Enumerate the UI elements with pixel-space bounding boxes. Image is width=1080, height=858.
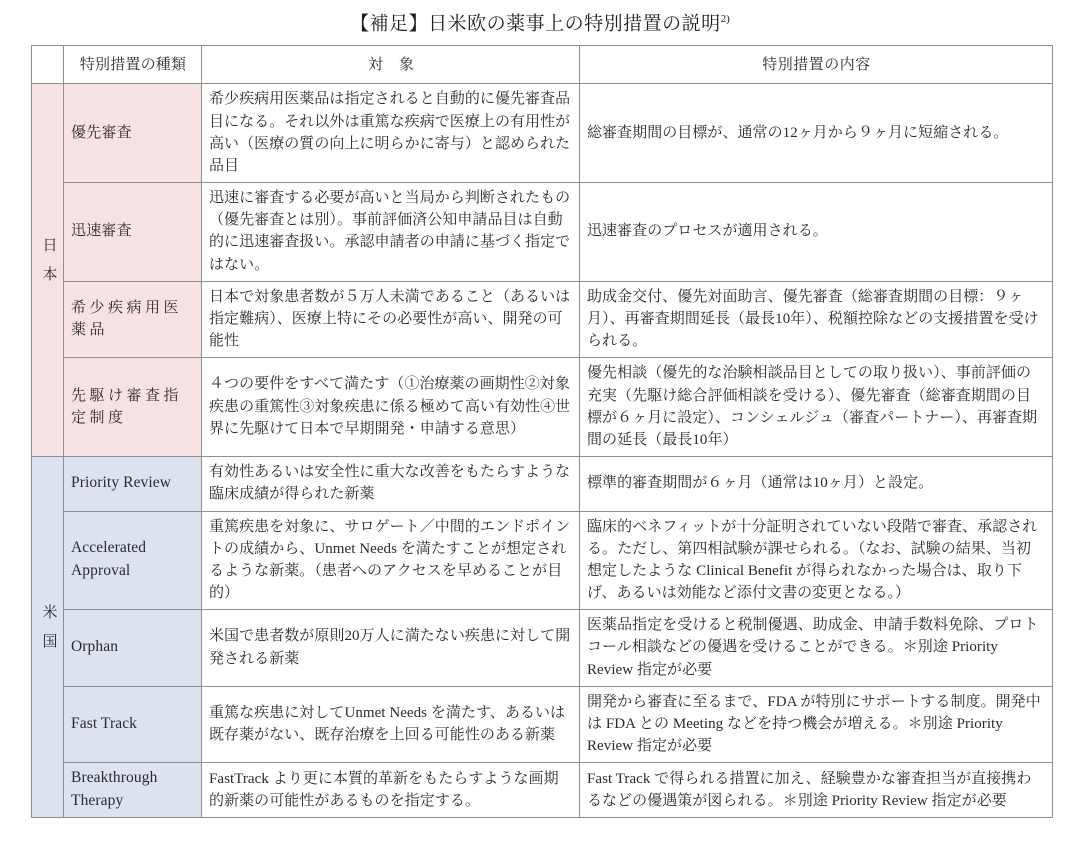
table-row: [32, 686, 1053, 763]
target-cell: FastTrack より更に本質的革新をもたらすような画期的新薬の可能性があるものを指定する。: [202, 763, 580, 818]
target-cell: 重篤な疾患に対してUnmet Needs を満たす、あるいは既存薬がない、既存治療を上回る可能性のある新薬: [202, 686, 580, 763]
table-row: [32, 763, 1053, 818]
kind-cell: Priority Review: [64, 457, 202, 511]
region-label-us: 米国: [40, 604, 57, 663]
table-row: [32, 511, 1053, 610]
content-cell: 総審査期間の目標が、通常の12ヶ月から９ヶ月に短縮される。: [580, 84, 1053, 183]
content-cell: 迅速審査のプロセスが適用される。: [580, 183, 1053, 282]
region-label-japan: 日本: [40, 237, 57, 296]
kind-cell: 希少疾病用医薬品: [64, 281, 202, 358]
target-cell: ４つの要件をすべて満たす（①治療薬の画期性②対象疾患の重篤性③対象疾患に係る極めて高い有効性④世界に先駆けて日本で早期開発・申請する意思）: [202, 358, 580, 457]
table-row: [32, 84, 1053, 183]
content-cell: 優先相談（優先的な治験相談品目としての取り扱い）、事前評価の充実（先駆け総合評価相談を受ける）、優先審査（総審査期間の目標が６ヶ月に設定）、コンシェルジュ（審査パートナー）、再審査期間の延長（最長10年）: [580, 358, 1053, 457]
page-title: [0, 0, 1080, 45]
special-measures-table: [31, 45, 1053, 818]
content-cell: 医薬品指定を受けると税制優遇、助成金、申請手数料免除、プロトコール相談などの優遇を受けることができる。＊別途 Priority Review 指定が必要: [580, 610, 1053, 687]
table-row: [32, 358, 1053, 457]
target-cell: 重篤疾患を対象に、サロゲート／中間的エンドポイントの成績から、Unmet Needs を満たすことが想定されるような新薬。（患者へのアクセスを早めることが目的）: [202, 511, 580, 610]
kind-cell: 迅速審査: [64, 183, 202, 282]
target-cell: 有効性あるいは安全性に重大な改善をもたらすような臨床成績が得られた新薬: [202, 457, 580, 511]
kind-cell: 優先審査: [64, 84, 202, 183]
kind-cell: Fast Track: [64, 686, 202, 763]
target-cell: 迅速に審査する必要が高いと当局から判断されたもの（優先審査とは別）。事前評価済公知申請品目は自動的に迅速審査扱い。承認申請者の申請に基づく指定ではない。: [202, 183, 580, 282]
kind-cell: Accelerated Approval: [64, 511, 202, 610]
target-cell: 希少疾病用医薬品は指定されると自動的に優先審査品目になる。それ以外は重篤な疾病で医療上の有用性が高い（医療の質の向上に明らかに寄与）と認められた品目: [202, 84, 580, 183]
page-title-footnote: 2): [720, 13, 730, 25]
table-row: [32, 610, 1053, 687]
header-content: 特別措置の内容: [580, 46, 1053, 84]
target-cell: 米国で患者数が原則20万人に満たない疾患に対して開発される新薬: [202, 610, 580, 687]
table-row: [32, 281, 1053, 358]
content-cell: 助成金交付、優先対面助言、優先審査（総審査期間の目標：９ヶ月）、再審査期間延長（最長10年）、税額控除などの支援措置を受けられる。: [580, 281, 1053, 358]
content-cell: 臨床的ベネフィットが十分証明されていない段階で審査、承認される。ただし、第四相試験が課せられる。（なお、試験の結果、当初想定したような Clinical Benefit が得られなかった場合は、取り下げ、あるいは効能など添付文書の変更となる。）: [580, 511, 1053, 610]
page-title-text: 【補足】日米欧の薬事上の特別措置の説明: [350, 13, 721, 35]
header-region: [32, 46, 64, 84]
kind-cell: Breakthrough Therapy: [64, 763, 202, 818]
content-cell: 開発から審査に至るまで、FDA が特別にサポートする制度。開発中は FDA との Meeting などを持つ機会が増える。＊別途 Priority Review 指定が必要: [580, 686, 1053, 763]
header-kind: 特別措置の種類: [64, 46, 202, 84]
table-row: [32, 183, 1053, 282]
region-cell-us: [32, 457, 64, 818]
header-target: 対 象: [202, 46, 580, 84]
kind-cell: 先駆け審査指定制度: [64, 358, 202, 457]
kind-cell: Orphan: [64, 610, 202, 687]
table-header-row: [32, 46, 1053, 84]
content-cell: 標準的審査期間が６ヶ月（通常は10ヶ月）と設定。: [580, 457, 1053, 511]
region-cell-japan: [32, 84, 64, 457]
target-cell: 日本で対象患者数が５万人未満であること（あるいは指定難病）、医療上特にその必要性が高い、開発の可能性: [202, 281, 580, 358]
table-row: [32, 457, 1053, 511]
content-cell: Fast Track で得られる措置に加え、経験豊かな審査担当が直接携わるなどの優遇策が図られる。＊別途 Priority Review 指定が必要: [580, 763, 1053, 818]
